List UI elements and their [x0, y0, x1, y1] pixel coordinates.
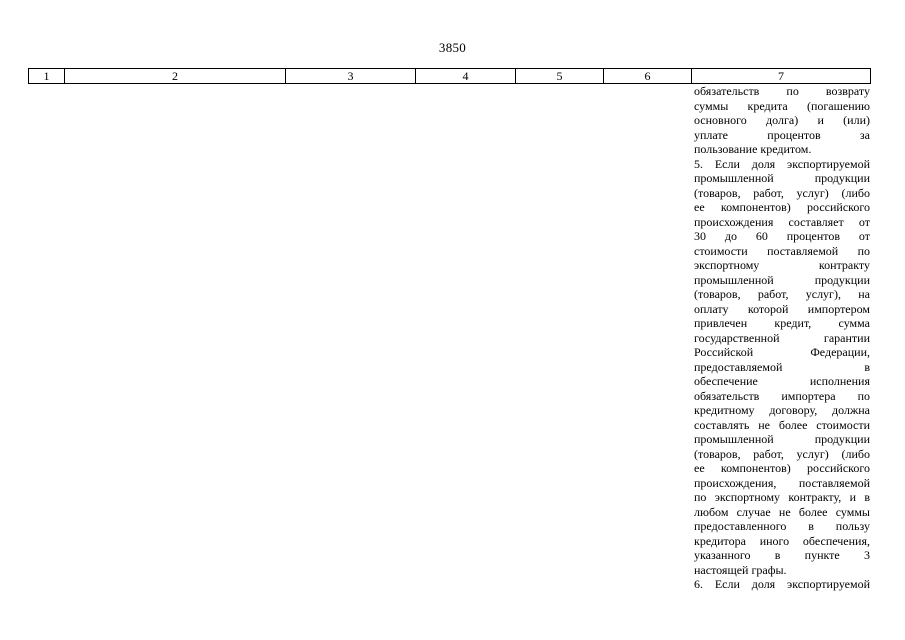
text-line: предоставленного в пользу [694, 519, 870, 533]
text-line: 5. Если доля экспортируемой [694, 156, 870, 171]
text-line: суммы кредита (погашению [694, 98, 870, 113]
text-line: пользование кредитом. [694, 142, 812, 156]
text-line: 6. Если доля экспортируемой [694, 577, 870, 591]
text-line: привлечен кредит, сумма [694, 316, 870, 330]
text-line: составлять не более стоимости [694, 417, 870, 432]
column-header-5: 5 [516, 69, 604, 84]
page-number: 3850 [438, 40, 467, 55]
column-header-row [29, 69, 871, 84]
column-header-3: 3 [286, 69, 416, 84]
text-line: промышленной продукции [694, 171, 870, 185]
text-line: кредитора иного обеспечения, [694, 533, 870, 548]
text-line: промышленной продукции [694, 432, 870, 446]
text-line: 30 до 60 процентов от [694, 229, 870, 243]
text-line: предоставляемой в [694, 359, 870, 374]
text-line: происхождения, поставляемой [694, 475, 870, 490]
text-line: Российской Федерации, [694, 345, 870, 359]
column-header-2: 2 [65, 69, 286, 84]
text-line: государственной гарантии [694, 330, 870, 345]
text-line: оплату которой импортером [694, 301, 870, 316]
text-line: (товаров, работ, услуг), на [694, 287, 870, 301]
text-line: ее компонентов) российского [694, 461, 870, 475]
text-line: промышленной продукции [694, 272, 870, 287]
text-line: настоящей графы. [694, 562, 787, 577]
text-line: кредитному договору, должна [694, 403, 870, 417]
column-header-6: 6 [604, 69, 692, 84]
text-line: обязательств по возврату [694, 84, 870, 98]
text-line: экспортному контракту [694, 258, 870, 272]
text-line: обязательств импортера по [694, 388, 870, 403]
text-line: обеспечение исполнения [694, 374, 870, 388]
text-line: стоимости поставляемой по [694, 243, 870, 258]
text-line: любом случае не более суммы [694, 504, 870, 519]
column-7-text [694, 84, 870, 592]
text-line: основного долга) и (или) [694, 113, 870, 127]
column-header-7: 7 [692, 69, 871, 84]
text-line: уплате процентов за [694, 127, 870, 142]
text-line: по экспортному контракту, и в [694, 490, 870, 504]
text-line: происхождения составляет от [694, 214, 870, 229]
column-header-1: 1 [29, 69, 65, 84]
text-line: ее компонентов) российского [694, 200, 870, 214]
column-header-4: 4 [416, 69, 516, 84]
text-line: (товаров, работ, услуг) (либо [694, 185, 870, 200]
text-line: указанного в пункте 3 [694, 548, 870, 562]
column-header-table [28, 68, 871, 84]
text-line: (товаров, работ, услуг) (либо [694, 446, 870, 461]
